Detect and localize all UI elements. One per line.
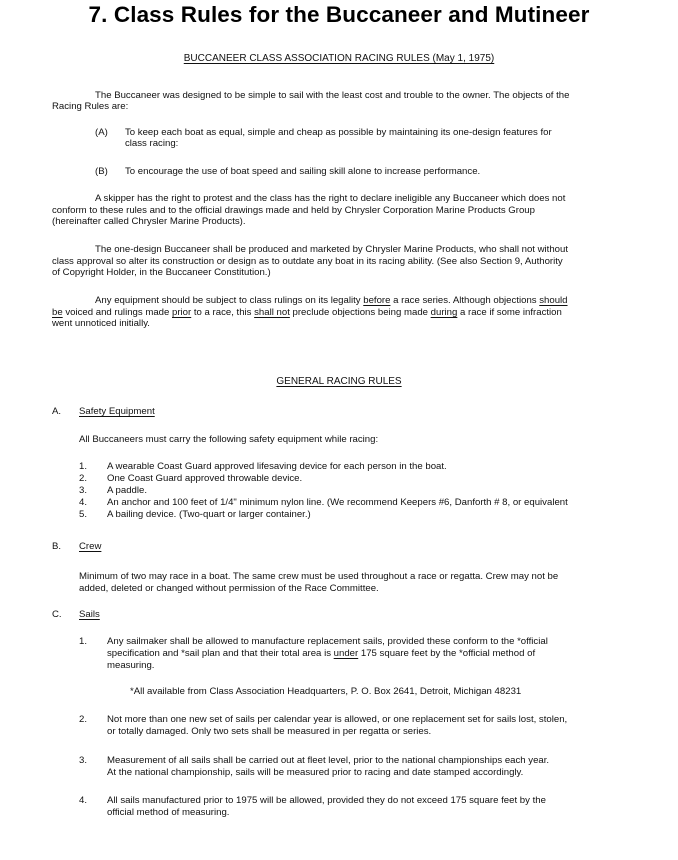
text-run: 175 square feet by the *official method of	[358, 648, 536, 659]
section-letter: B.	[52, 541, 62, 552]
section-intro: All Buccaneers must carry the following safety equipment while racing:	[79, 434, 379, 445]
underlined-text: be	[52, 307, 63, 318]
section-heading: Crew	[79, 541, 102, 552]
text-run: to a race, this	[191, 307, 255, 318]
section-letter: C.	[52, 609, 62, 620]
list-item: Not more than one new set of sails per calendar year is allowed, or one replacement set for sails lost, stolen,	[107, 714, 568, 725]
section-heading: Safety Equipment	[79, 406, 155, 417]
list-item	[107, 648, 535, 660]
underlined-text: prior	[172, 307, 192, 318]
list-number: 2.	[79, 473, 88, 484]
list-item: One Coast Guard approved throwable device.	[107, 473, 303, 484]
list-item: An anchor and 100 feet of 1/4" minimum nylon line. (We recommend Keepers #6, Danforth # 8, or equivalent	[107, 497, 568, 508]
list-item: Any sailmaker shall be allowed to manufacture replacement sails, provided these conform to the *official	[107, 636, 548, 647]
intro-line-2: Racing Rules are:	[52, 101, 129, 112]
list-item: official method of measuring.	[107, 807, 230, 818]
list-number: 4.	[79, 497, 88, 508]
page-title: 7. Class Rules for the Buccaneer and Mutineer	[88, 2, 590, 27]
general-rules-heading: GENERAL RACING RULES	[276, 376, 402, 387]
underlined-text: shall not	[254, 307, 290, 318]
object-text: class racing:	[125, 138, 179, 149]
underlined-text: should	[539, 295, 568, 306]
underlined-text: during	[430, 307, 458, 318]
list-number: 1.	[79, 636, 88, 647]
paragraph-line: added, deleted or changed without permission of the Race Committee.	[79, 583, 379, 594]
object-marker: (B)	[95, 166, 108, 177]
underlined-text: before	[363, 295, 391, 306]
list-item: A wearable Coast Guard approved lifesaving device for each person in the boat.	[107, 461, 447, 472]
paragraph-line	[95, 295, 568, 307]
list-item: At the national championship, sails will be measured prior to racing and date stamped accordingly.	[107, 767, 524, 778]
paragraph-line: A skipper has the right to protest and the class has the right to declare ineligible any Buccaneer which does not	[95, 193, 566, 204]
text-run: preclude objections being made	[289, 307, 431, 318]
list-number: 5.	[79, 509, 88, 520]
text-run: Any equipment should be subject to class rulings on its legality	[95, 295, 364, 306]
paragraph-line: went unnoticed initially.	[52, 318, 150, 329]
paragraph-line: class approval so alter its construction or design as to outdate any boat in its racing ability. (See also Section 9, Authority	[52, 256, 563, 267]
list-item: A bailing device. (Two-quart or larger container.)	[107, 509, 311, 520]
paragraph-line: of Copyright Holder, in the Buccaneer Constitution.)	[52, 267, 271, 278]
list-item: Measurement of all sails shall be carried out at fleet level, prior to the national championships each year.	[107, 755, 550, 766]
list-number: 3.	[79, 485, 88, 496]
list-number: 4.	[79, 795, 88, 806]
paragraph-line: conform to these rules and to the official drawings made and held by Chrysler Corporation Marine Products Group	[52, 205, 535, 216]
paragraph-line: The one-design Buccaneer shall be produced and marketed by Chrysler Marine Products, who shall not without	[95, 244, 569, 255]
list-number: 1.	[79, 461, 88, 472]
text-run: specification and *sail plan and that their total area is	[107, 648, 334, 659]
paragraph-line: Minimum of two may race in a boat. The same crew must be used throughout a race or regatta. Crew may not be	[79, 571, 559, 582]
section-subtitle: BUCCANEER CLASS ASSOCIATION RACING RULES (May 1, 1975)	[183, 53, 495, 64]
intro-line-1: The Buccaneer was designed to be simple to sail with the least cost and trouble to the owner. The objects of the	[95, 90, 570, 101]
object-marker: (A)	[95, 127, 108, 138]
text-run: a race if some infraction	[457, 307, 562, 318]
list-item: or totally damaged. Only two sets shall be measured in per regatta or series.	[107, 726, 432, 737]
object-text: To encourage the use of boat speed and sailing skill alone to increase performance.	[125, 166, 481, 177]
footnote: *All available from Class Association Headquarters, P. O. Box 2641, Detroit, Michigan 48231	[130, 686, 522, 697]
list-item: A paddle.	[107, 485, 148, 496]
section-heading: Sails	[79, 609, 100, 620]
underlined-text: under	[333, 648, 359, 659]
object-text: To keep each boat as equal, simple and cheap as possible by maintaining its one-design features for	[125, 127, 552, 138]
list-item: All sails manufactured prior to 1975 will be allowed, provided they do not exceed 175 square feet by the	[107, 795, 546, 806]
text-run: a race series. Although objections	[390, 295, 540, 306]
list-number: 3.	[79, 755, 88, 766]
list-number: 2.	[79, 714, 88, 725]
text-run: voiced and rulings made	[62, 307, 172, 318]
section-letter: A.	[52, 406, 62, 417]
list-item: measuring.	[107, 660, 155, 671]
paragraph-line: (hereinafter called Chrysler Marine Products).	[52, 216, 246, 227]
